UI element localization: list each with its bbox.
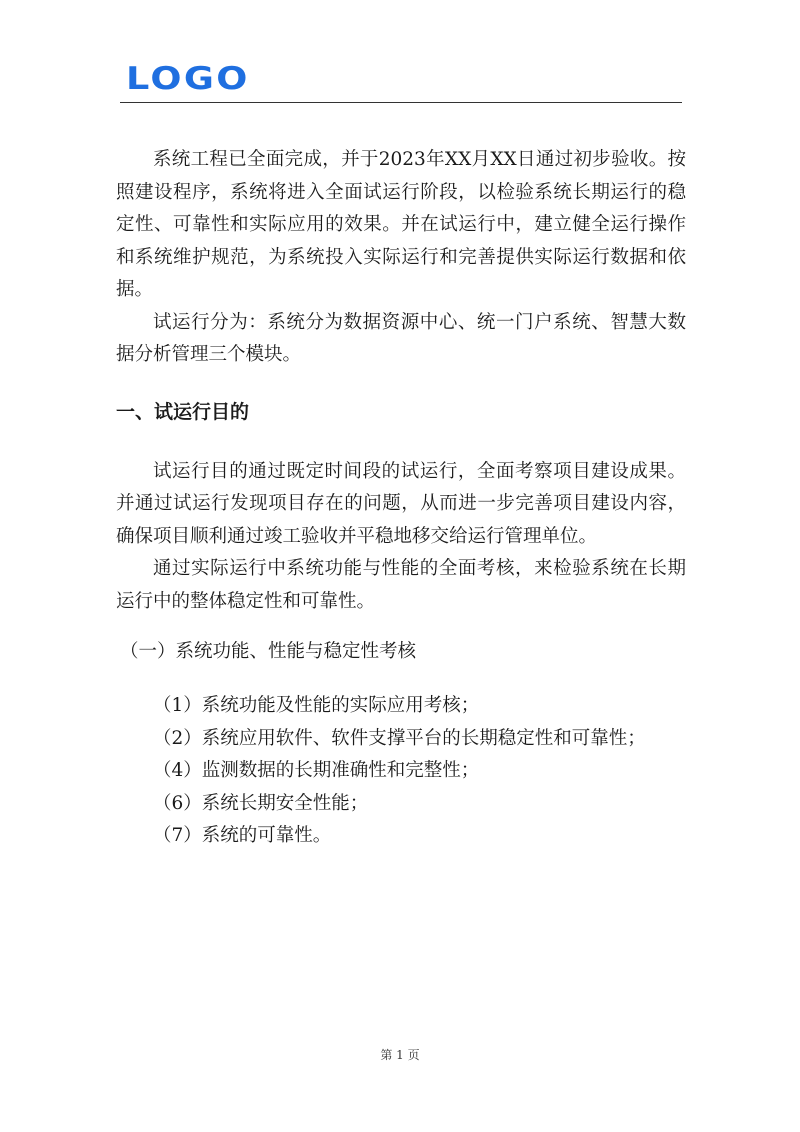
intro-paragraph-1: 系统工程已全面完成，并于2023年XX月XX日通过初步验收。按照建设程序，系统将进入全面试运行阶段，以检验系统长期运行的稳定性、可靠性和实际应用的效果。并在试运行中，建立健全运行操作和系统维护规范，为系统投入实际运行和完善提供实际运行数据和依据。: [116, 149, 686, 300]
list-item: （2）系统应用软件、软件支撑平台的长期稳定性和可靠性；: [153, 727, 646, 749]
section-1-heading: 一、试运行目的: [116, 400, 250, 423]
list-item: （6）系统长期安全性能；: [153, 792, 369, 814]
list-item: （7）系统的可靠性。: [153, 825, 332, 846]
list-item: （1）系统功能及性能的实际应用考核；: [153, 695, 480, 716]
section-1-paragraph-1: 试运行目的通过既定时间段的试运行，全面考察项目建设成果。并通过试运行发现项目存在的问题，从而进一步完善项目建设内容，确保项目顺利通过竣工验收并平稳地移交给运行管理单位。: [116, 460, 686, 547]
intro-paragraph-2: 试运行分为：系统分为数据资源中心、统一门户系统、智慧大数据分析管理三个模块。: [116, 311, 686, 365]
list-item: （4）监测数据的长期准确性和完整性；: [153, 760, 480, 781]
logo: LOGO: [126, 61, 250, 97]
section-1-paragraph-2: 通过实际运行中系统功能与性能的全面考核，来检验系统在长期运行中的整体稳定性和可靠性。: [116, 558, 686, 612]
document-body: [116, 144, 686, 853]
page-number: 第 1 页: [380, 1048, 420, 1062]
subsection-1-heading: （一）系统功能、性能与稳定性考核: [120, 641, 417, 662]
page-header: [120, 62, 682, 103]
